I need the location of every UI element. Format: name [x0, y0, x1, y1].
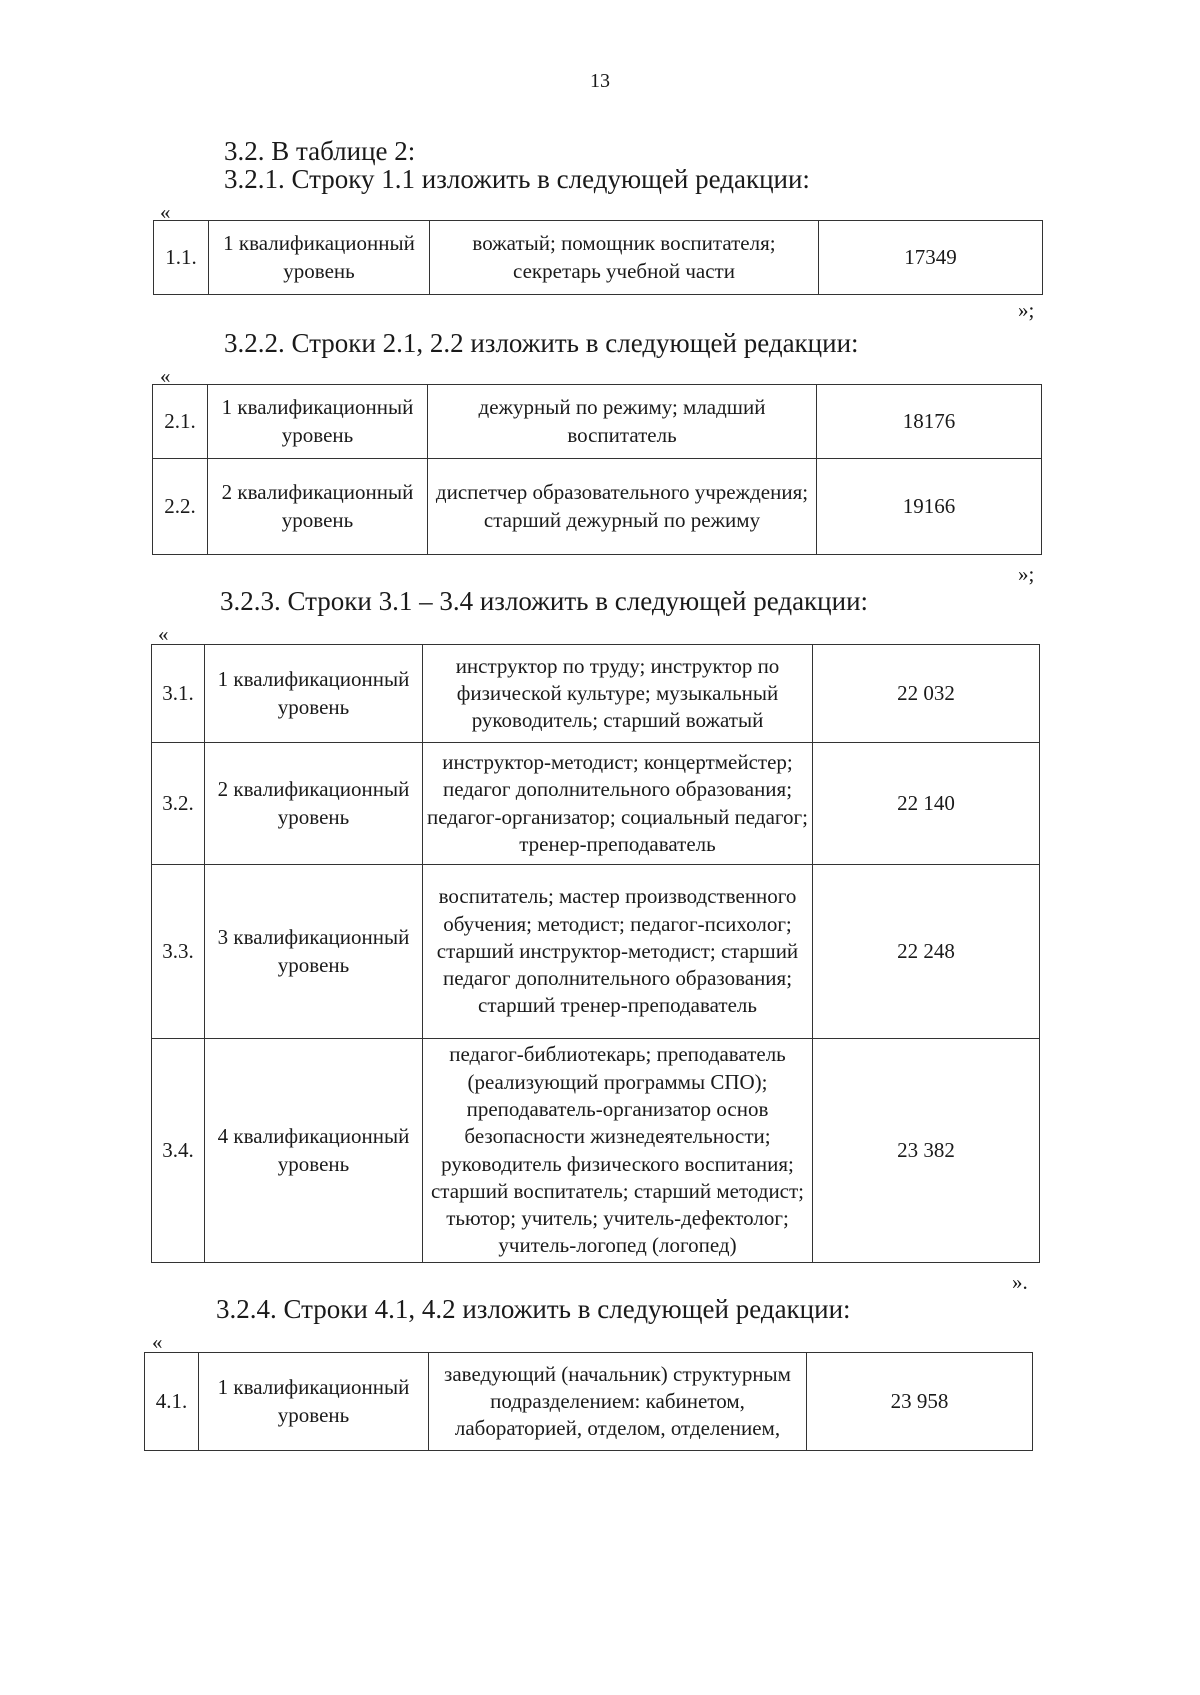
table-row [154, 221, 1043, 295]
qualification-level: 2 квалификационный уровень [205, 743, 423, 865]
qualification-level: 1 квалификационный уровень [199, 1353, 429, 1451]
qualification-level: 3 квалификационный уровень [205, 865, 423, 1039]
table-row [152, 743, 1040, 865]
row-number: 3.2. [152, 743, 205, 865]
row-number: 1.1. [154, 221, 209, 295]
salary-value: 23 958 [807, 1353, 1033, 1451]
row-number: 4.1. [145, 1353, 199, 1451]
quote-open-3: « [158, 622, 169, 646]
positions-list: вожатый; помощник воспитателя; секретарь учебной части [430, 221, 819, 295]
row-number: 3.1. [152, 645, 205, 743]
qualification-level: 4 квалификационный уровень [205, 1039, 423, 1263]
salary-value: 23 382 [813, 1039, 1040, 1263]
table-row [152, 1039, 1040, 1263]
salary-value: 22 032 [813, 645, 1040, 743]
qualification-level: 1 квалификационный уровень [205, 645, 423, 743]
table-row-1-1 [153, 220, 1043, 295]
table-row [152, 645, 1040, 743]
salary-value: 22 140 [813, 743, 1040, 865]
heading-3-2-3: 3.2.3. Строки 3.1 – 3.4 изложить в следующей редакции: [220, 586, 869, 616]
table-row [145, 1353, 1033, 1451]
qualification-level: 1 квалификационный уровень [209, 221, 430, 295]
quote-close-2: »; [1018, 562, 1035, 586]
quote-open-4: « [152, 1330, 163, 1354]
positions-list: инструктор по труду; инструктор по физической культуре; музыкальный руководитель; старший вожатый [423, 645, 813, 743]
salary-value: 17349 [819, 221, 1043, 295]
positions-list: педагог-библиотекарь; преподаватель (реализующий программы СПО); преподаватель-организатор основ безопасности жизнедеятельности; руководитель физического воспитания; старший воспитатель; старший методист; тьютор; учитель; учитель-дефектолог; учитель-логопед (логопед) [423, 1039, 813, 1263]
heading-3-2-1: 3.2.1. Строку 1.1 изложить в следующей редакции: [224, 164, 810, 194]
table-row [153, 459, 1042, 555]
quote-open-1: « [160, 200, 171, 224]
table-rows-3 [151, 644, 1040, 1263]
row-number: 2.1. [153, 385, 208, 459]
positions-list: воспитатель; мастер производственного обучения; методист; педагог-психолог; старший инструктор-методист; старший педагог дополнительного образования; старший тренер-преподаватель [423, 865, 813, 1039]
quote-open-2: « [160, 364, 171, 388]
qualification-level: 1 квалификационный уровень [208, 385, 428, 459]
row-number: 2.2. [153, 459, 208, 555]
row-number: 3.4. [152, 1039, 205, 1263]
salary-value: 22 248 [813, 865, 1040, 1039]
quote-close-3: ». [1012, 1270, 1028, 1294]
table-rows-2 [152, 384, 1042, 555]
page-number: 13 [590, 70, 610, 92]
heading-3-2-2: 3.2.2. Строки 2.1, 2.2 изложить в следующей редакции: [224, 328, 859, 358]
qualification-level: 2 квалификационный уровень [208, 459, 428, 555]
positions-list: заведующий (начальник) структурным подразделением: кабинетом, лабораторией, отделом, отделением, [429, 1353, 807, 1451]
heading-3-2: 3.2. В таблице 2: [224, 136, 416, 166]
table-row [153, 385, 1042, 459]
quote-close-1: »; [1018, 298, 1035, 322]
salary-value: 18176 [817, 385, 1042, 459]
heading-3-2-4: 3.2.4. Строки 4.1, 4.2 изложить в следующей редакции: [216, 1294, 851, 1324]
row-number: 3.3. [152, 865, 205, 1039]
positions-list: диспетчер образовательного учреждения; старший дежурный по режиму [428, 459, 817, 555]
salary-value: 19166 [817, 459, 1042, 555]
positions-list: инструктор-методист; концертмейстер; педагог дополнительного образования; педагог-организатор; социальный педагог; тренер-преподаватель [423, 743, 813, 865]
table-row [152, 865, 1040, 1039]
positions-list: дежурный по режиму; младший воспитатель [428, 385, 817, 459]
table-rows-4 [144, 1352, 1033, 1451]
